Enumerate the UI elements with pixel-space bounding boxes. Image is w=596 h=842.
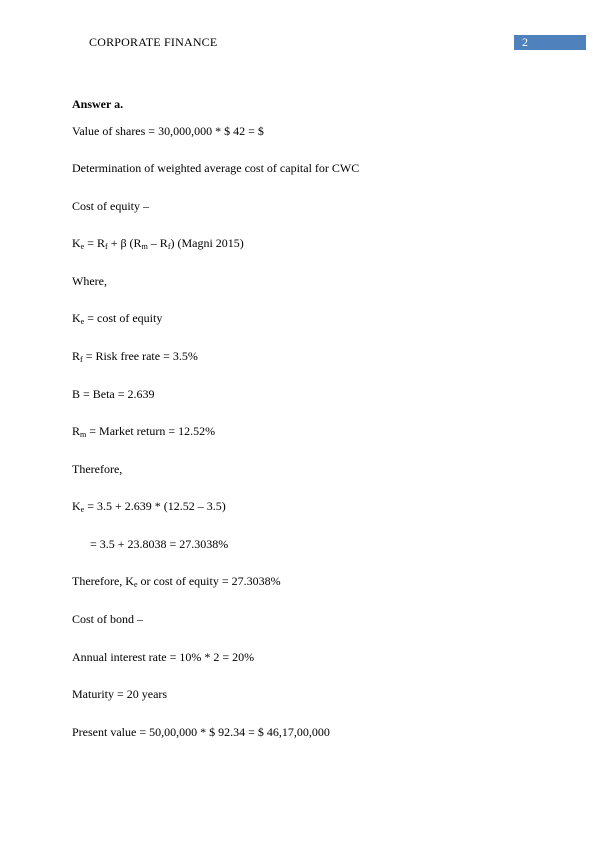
definition-rm bbox=[72, 424, 215, 438]
formula-k-sub: e bbox=[80, 242, 85, 251]
calc-k-symbol: K bbox=[72, 499, 81, 513]
header-title: CORPORATE FINANCE bbox=[89, 35, 218, 49]
capm-formula bbox=[72, 236, 244, 250]
cost-of-bond-heading: Cost of bond – bbox=[72, 612, 144, 626]
maturity-line: Maturity = 20 years bbox=[72, 687, 168, 701]
result-text: or cost of equity = 27.3038% bbox=[137, 574, 281, 588]
formula-rf-sub-2: f bbox=[167, 242, 171, 251]
calculation-line-1 bbox=[72, 499, 226, 513]
def-rf-symbol: R bbox=[72, 349, 81, 363]
def-ke-text: = cost of equity bbox=[84, 311, 163, 325]
calc-k-sub: e bbox=[80, 505, 85, 514]
definition-ke bbox=[72, 311, 162, 325]
def-rm-text: = Market return = 12.52% bbox=[86, 424, 216, 438]
result-pre: Therefore, K bbox=[72, 574, 134, 588]
answer-heading: Answer a. bbox=[72, 97, 124, 111]
annual-interest-line: Annual interest rate = 10% * 2 = 20% bbox=[72, 650, 255, 664]
calculation-line-2: = 3.5 + 23.8038 = 27.3038% bbox=[90, 537, 229, 551]
formula-eq-r: = R bbox=[84, 236, 106, 250]
def-rf-sub: f bbox=[80, 355, 83, 364]
formula-rf-sub: f bbox=[105, 242, 108, 251]
definition-rf bbox=[72, 349, 198, 363]
therefore-label: Therefore, bbox=[72, 462, 123, 476]
formula-minus-r: – R bbox=[147, 236, 168, 250]
formula-k: K bbox=[72, 236, 81, 250]
def-ke-symbol: K bbox=[72, 311, 81, 325]
def-ke-sub: e bbox=[80, 317, 85, 326]
def-rm-sub: m bbox=[80, 430, 87, 439]
formula-tail: ) (Magni 2015) bbox=[170, 236, 244, 250]
calc-1-text: = 3.5 + 2.639 * (12.52 – 3.5) bbox=[84, 499, 226, 513]
where-label: Where, bbox=[72, 274, 107, 288]
def-rm-symbol: R bbox=[72, 424, 81, 438]
cost-of-equity-heading: Cost of equity – bbox=[72, 199, 149, 213]
definition-beta: B = Beta = 2.639 bbox=[72, 387, 155, 401]
result-sub: e bbox=[133, 580, 138, 589]
page-number-badge: 2 bbox=[514, 35, 586, 50]
value-of-shares-line: Value of shares = 30,000,000 * $ 42 = $ bbox=[72, 124, 264, 138]
formula-plus-beta: + β (R bbox=[107, 236, 142, 250]
formula-rm-sub: m bbox=[141, 242, 148, 251]
wacc-heading: Determination of weighted average cost of capital for CWC bbox=[72, 161, 360, 175]
def-rf-text: = Risk free rate = 3.5% bbox=[82, 349, 198, 363]
cost-of-equity-result bbox=[72, 574, 281, 588]
present-value-line: Present value = 50,00,000 * $ 92.34 = $ 46,17,00,000 bbox=[72, 725, 330, 739]
